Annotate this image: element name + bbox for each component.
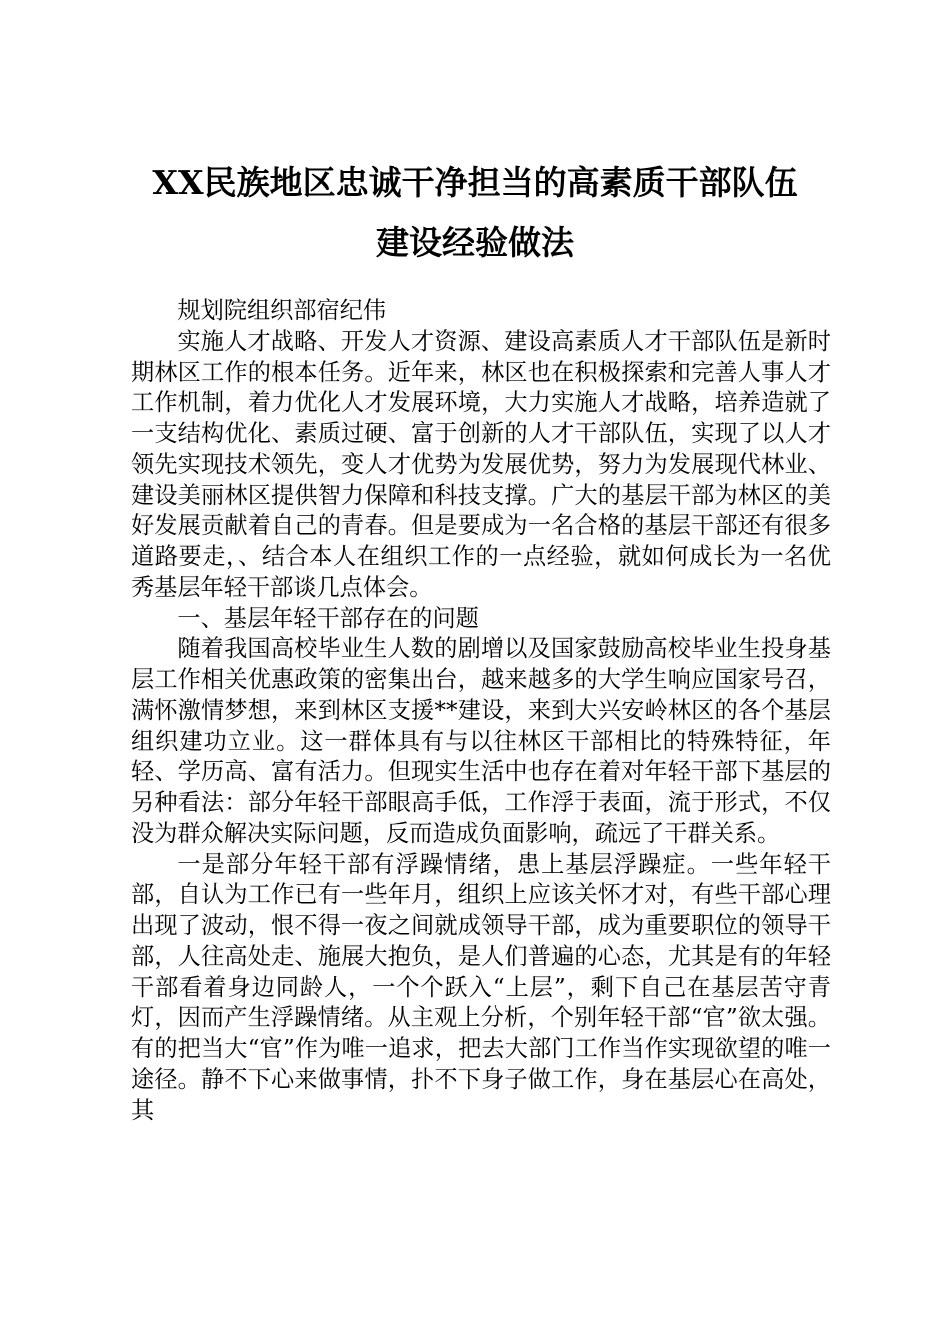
section-heading-1: 一、基层年轻干部存在的问题 [177, 604, 479, 632]
paragraph-point-1: 一是部分年轻干部有浮躁情绪，患上基层浮躁症。一些年轻干部，自认为工作已有一些年月，组织上应该关怀才对，有些干部心理出现了波动，恨不得一夜之间就成领导干部，成为重要职位的领导干部，人往高处走、施展大抱负，是人们普遍的心态，尤其是有的年轻干部看着身边同龄人，一个个跃入“上层”，剩下自己在基层苦守青灯，因而产生浮躁情绪。从主观上分析，个别年轻干部“官”欲太强。有的把当大“官”作为唯一追求，把去大部门工作当作实现欲望的唯一途径。静不下心来做事情，扑不下身子做工作，身在基层心在高处，其 [131, 850, 831, 1124]
document-title-line-1: XX民族地区忠诚干净担当的高素质干部队伍 [152, 163, 798, 202]
document-title-line-2: 建设经验做法 [376, 223, 574, 262]
document-body [131, 296, 831, 1126]
author-line: 规划院组织部宿纪伟 [177, 297, 387, 324]
paragraph-intro: 实施人才战略、开发人才资源、建设高素质人才干部队伍是新时期林区工作的根本任务。近年来，林区也在积极探索和完善人事人才工作机制，着力优化人才发展环境，大力实施人才战略，培养造就了一支结构优化、素质过硬、富于创新的人才干部队伍，实现了以人才领先实现技术领先，变人才优势为发展优势，努力为发展现代林业、建设美丽林区提供智力保障和科技支撑。广大的基层干部为林区的美好发展贡献着自己的青春。但是要成为一名合格的基层干部还有很多道路要走，、结合本人在组织工作的一点经验，就如何成长为一名优秀基层年轻干部谈几点体会。 [131, 327, 831, 601]
paragraph-background: 随着我国高校毕业生人数的剧增以及国家鼓励高校毕业生投身基层工作相关优惠政策的密集出台，越来越多的大学生响应国家号召，满怀激情梦想，来到林区支援**建设，来到大兴安岭林区的各个基层组织建功立业。这一群体具有与以往林区干部相比的特殊特征，年轻、学历高、富有活力。但现实生活中也存在着对年轻干部下基层的另种看法：部分年轻干部眼高手低，工作浮于表面，流于形式，不仅没为群众解决实际问题，反而造成负面影响，疏远了干群关系。 [131, 635, 831, 847]
